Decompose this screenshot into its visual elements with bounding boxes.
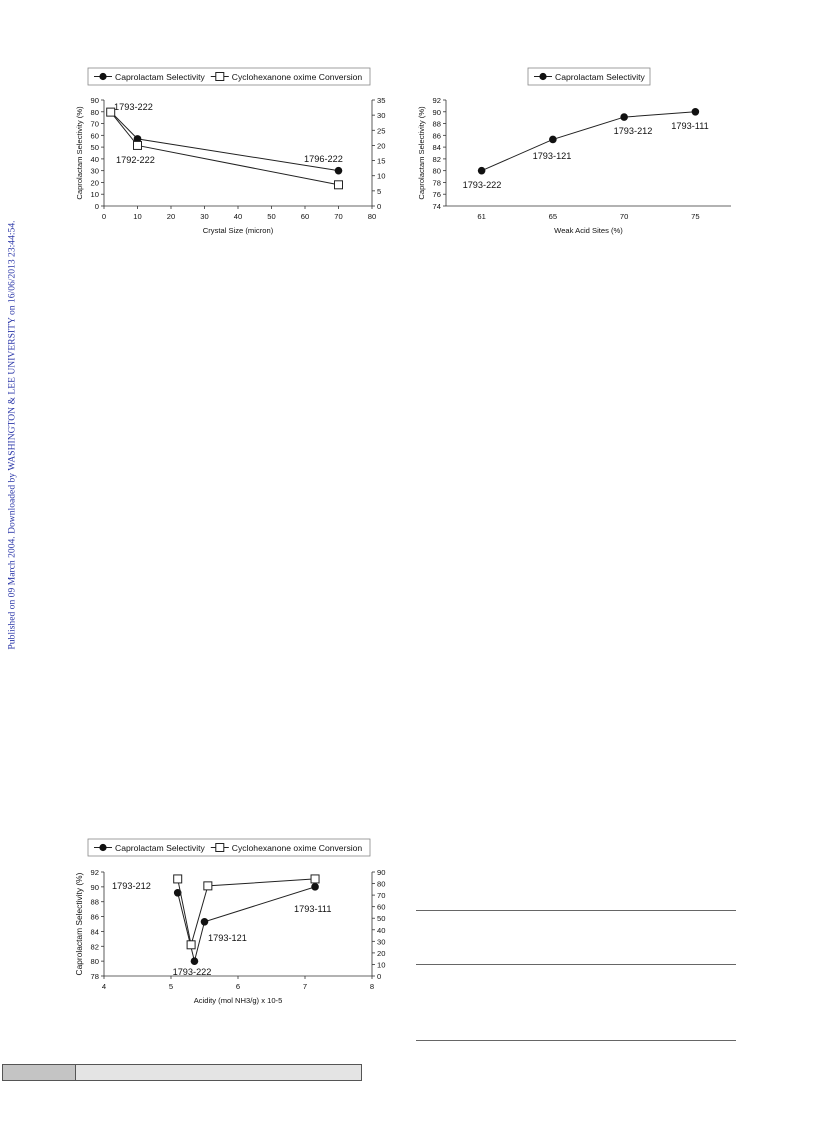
y-tick-label-0-1: 10 xyxy=(90,190,99,200)
annotation-0-2: 1796-222 xyxy=(304,154,343,164)
legend-marker-circle-2 xyxy=(99,844,106,851)
y2-tick-label-2-2: 20 xyxy=(377,948,386,958)
legend-marker-square-2 xyxy=(216,844,224,852)
legend-label-1-0: Caprolactam Selectivity xyxy=(555,72,645,82)
annotation-2-1: 1793-222 xyxy=(172,967,212,977)
x-tick-label-0-4: 40 xyxy=(233,212,243,221)
y2-tick-label-2-8: 80 xyxy=(377,879,386,889)
y2-tick-label-0-5: 25 xyxy=(377,126,386,136)
y-tick-label-2-5: 88 xyxy=(90,897,99,907)
x-tick-label-1-2: 70 xyxy=(619,212,629,221)
y2-tick-label-2-9: 90 xyxy=(377,868,386,877)
y2-tick-label-2-4: 40 xyxy=(377,925,386,935)
point-square-2-1-0 xyxy=(174,875,182,883)
legend-marker-circle-0 xyxy=(99,73,106,80)
footer-bar-segment xyxy=(3,1065,76,1080)
y2-tick-label-0-7: 35 xyxy=(377,96,386,105)
publication-note: Published on 09 March 2004. Downloaded by WASHINGTON & LEE UNIVERSITY on 16/06/2013 23:44:54. xyxy=(6,220,18,650)
x-tick-label-0-5: 50 xyxy=(267,212,276,221)
point-square-2-1-1 xyxy=(187,941,195,949)
y-tick-label-2-0: 78 xyxy=(90,972,99,981)
annotation-0-0: 1793-222 xyxy=(114,102,153,112)
y-tick-label-0-0: 0 xyxy=(94,202,99,211)
legend-marker-square-0 xyxy=(216,73,224,81)
footer-bar xyxy=(2,1064,362,1081)
y-tick-label-0-8: 80 xyxy=(90,107,99,117)
annotation-2-0: 1793-212 xyxy=(112,881,151,891)
x-tick-label-1-3: 75 xyxy=(691,212,700,221)
annotation-1-1: 1793-121 xyxy=(532,151,572,161)
annotation-2-2: 1793-121 xyxy=(208,933,247,943)
x-tick-label-2-2: 6 xyxy=(235,982,241,991)
y-axis-label-1: Caprolactam Selectivity (%) xyxy=(417,106,426,200)
x-axis-label-2: Acidity (mol NH3/g) x 10-5 xyxy=(193,996,283,1005)
y-tick-label-0-9: 90 xyxy=(90,96,99,105)
x-tick-label-2-0: 4 xyxy=(101,982,107,991)
point-circle-1-0-3 xyxy=(692,108,700,116)
y-tick-label-0-7: 70 xyxy=(90,119,99,129)
legend-marker-circle-1 xyxy=(539,73,546,80)
table-rule-top xyxy=(416,910,736,911)
point-circle-1-0-2 xyxy=(620,113,628,121)
y-tick-label-1-0: 74 xyxy=(432,202,441,211)
x-tick-label-1-0: 61 xyxy=(477,212,486,221)
legend-label-0-0: Caprolactam Selectivity xyxy=(115,72,205,82)
y2-tick-label-2-0: 0 xyxy=(377,972,382,981)
y-tick-label-1-1: 76 xyxy=(432,190,441,200)
point-circle-2-0-3 xyxy=(311,883,319,891)
legend-label-2-0: Caprolactam Selectivity xyxy=(115,843,205,853)
y-tick-label-0-2: 20 xyxy=(90,178,99,188)
annotation-1-2: 1793-212 xyxy=(613,126,653,136)
x-tick-label-2-4: 8 xyxy=(369,982,375,991)
point-square-2-1-2 xyxy=(204,882,212,890)
x-tick-label-0-8: 80 xyxy=(367,212,377,221)
y-tick-label-2-1: 80 xyxy=(90,957,99,967)
point-circle-2-0-1 xyxy=(191,957,199,965)
x-tick-label-0-1: 10 xyxy=(133,212,142,221)
y-tick-label-1-2: 78 xyxy=(432,178,441,188)
y-axis-label-0: Caprolactam Selectivity (%) xyxy=(75,106,84,200)
y2-tick-label-0-2: 10 xyxy=(377,171,386,181)
y-tick-label-2-6: 90 xyxy=(90,882,99,892)
y2-tick-label-2-7: 70 xyxy=(377,891,386,901)
y-tick-label-0-6: 60 xyxy=(90,131,99,141)
legend-label-2-1: Cyclohexanone oxime Conversion xyxy=(231,843,363,853)
annotation-0-1: 1792-222 xyxy=(116,155,155,165)
y-tick-label-1-8: 90 xyxy=(432,107,441,117)
x-tick-label-0-3: 30 xyxy=(200,212,209,221)
annotation-1-0: 1793-222 xyxy=(462,180,502,190)
table-rule-middle xyxy=(416,964,736,965)
y2-tick-label-2-3: 30 xyxy=(377,937,386,947)
y-tick-label-1-9: 92 xyxy=(432,96,441,105)
series-line-0-1 xyxy=(111,112,339,185)
series-line-2-0 xyxy=(178,887,315,961)
y-tick-label-1-6: 86 xyxy=(432,131,441,141)
y2-tick-label-0-6: 30 xyxy=(377,111,386,121)
series-line-1-0 xyxy=(482,112,696,171)
y-tick-label-2-2: 82 xyxy=(90,942,99,952)
point-square-0-1-2 xyxy=(335,181,343,189)
x-axis-label-1: Weak Acid Sites (%) xyxy=(554,226,623,235)
y-tick-label-2-3: 84 xyxy=(90,927,99,937)
point-circle-0-0-2 xyxy=(335,167,343,175)
y2-tick-label-0-3: 15 xyxy=(377,156,386,166)
point-square-0-1-1 xyxy=(134,141,142,149)
x-tick-label-1-1: 65 xyxy=(548,212,558,221)
y-tick-label-1-4: 82 xyxy=(432,154,441,164)
point-circle-2-0-2 xyxy=(201,918,209,926)
y-tick-label-1-3: 80 xyxy=(432,166,441,176)
legend-label-0-1: Cyclohexanone oxime Conversion xyxy=(231,72,363,82)
y2-tick-label-2-5: 50 xyxy=(377,914,386,924)
annotation-1-3: 1793-111 xyxy=(671,121,709,131)
y2-tick-label-2-6: 60 xyxy=(377,902,386,912)
y2-tick-label-2-1: 10 xyxy=(377,960,386,970)
x-axis-label-0: Crystal Size (micron) xyxy=(202,226,274,235)
annotation-2-3: 1793-111 xyxy=(294,904,332,914)
y-axis-label-2: Caprolactam Selectivity (%) xyxy=(74,872,84,976)
y2-tick-label-0-0: 0 xyxy=(377,202,382,211)
x-tick-label-2-1: 5 xyxy=(168,982,174,991)
y-tick-label-0-4: 40 xyxy=(90,154,99,164)
y-tick-label-1-5: 84 xyxy=(432,143,441,153)
x-tick-label-0-0: 0 xyxy=(101,212,107,221)
point-circle-1-0-1 xyxy=(549,136,557,144)
x-tick-label-0-6: 60 xyxy=(300,212,310,221)
table-rule-bottom xyxy=(416,1040,736,1041)
y2-tick-label-0-4: 20 xyxy=(377,141,386,151)
point-square-2-1-3 xyxy=(311,875,319,883)
x-tick-label-0-7: 70 xyxy=(334,212,343,221)
y-tick-label-0-3: 30 xyxy=(90,166,99,176)
x-tick-label-2-3: 7 xyxy=(302,982,308,991)
y2-tick-label-0-1: 5 xyxy=(377,186,382,196)
y-tick-label-1-7: 88 xyxy=(432,119,441,129)
y-tick-label-0-5: 50 xyxy=(90,143,99,153)
x-tick-label-0-2: 20 xyxy=(166,212,176,221)
y-tick-label-2-7: 92 xyxy=(90,868,99,877)
point-circle-1-0-0 xyxy=(478,167,486,175)
y-tick-label-2-4: 86 xyxy=(90,912,99,922)
